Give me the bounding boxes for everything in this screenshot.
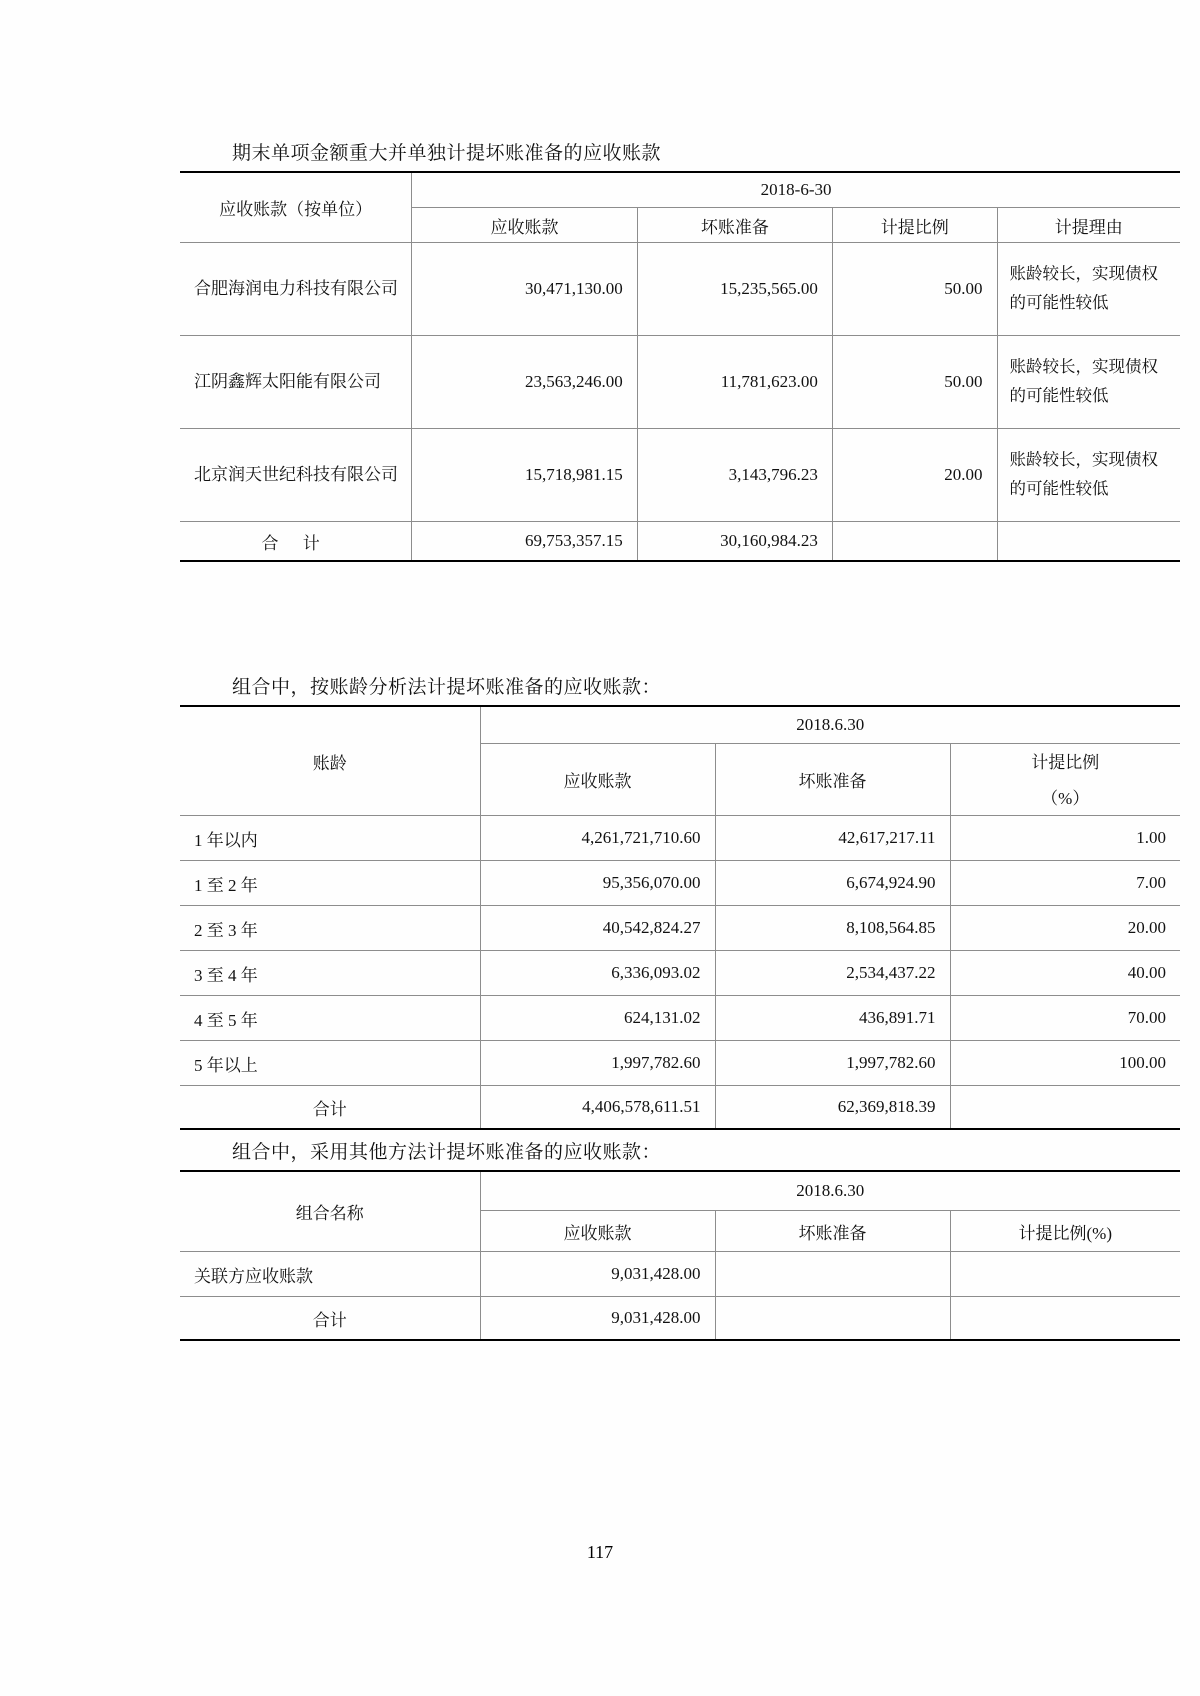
row-company-name: 合肥海润电力科技有限公司 [180,243,412,336]
total-provision: 30,160,984.23 [637,522,832,562]
page-number: 117 [586,1542,614,1562]
header-provision: 坏账准备 [715,1211,950,1252]
row-ratio: 40.00 [950,951,1180,996]
row-age: 1 至 2 年 [180,861,480,906]
row-receivable: 95,356,070.00 [480,861,715,906]
row-ratio [950,1252,1180,1297]
row-receivable: 40,542,824.27 [480,906,715,951]
row-provision: 15,235,565.00 [637,243,832,336]
header-date: 2018-6-30 [412,172,1180,208]
row-provision: 6,674,924.90 [715,861,950,906]
total-receivable: 9,031,428.00 [480,1297,715,1341]
section2-title: 组合中，按账龄分析法计提坏账准备的应收账款： [232,677,662,698]
row-reason: 账龄较长，实现债权的可能性较低 [997,243,1180,336]
table-header-row [180,1171,1180,1211]
row-receivable: 6,336,093.02 [480,951,715,996]
table-row [180,336,1180,429]
header-date: 2018.6.30 [480,706,1180,744]
row-receivable: 30,471,130.00 [412,243,638,336]
section-other-method [180,1137,1180,1341]
table-row [180,906,1180,951]
row-reason: 账龄较长，实现债权的可能性较低 [997,429,1180,522]
table-total-row [180,522,1180,562]
row-group-name: 关联方应收账款 [180,1252,480,1297]
section-aging-analysis [180,672,1180,1130]
row-age: 5 年以上 [180,1041,480,1086]
table-row [180,996,1180,1041]
table-other-method [180,1170,1180,1341]
row-ratio: 100.00 [950,1041,1180,1086]
total-receivable: 4,406,578,611.51 [480,1086,715,1130]
section-significant-receivables [180,138,1180,562]
table-total-row [180,1086,1180,1130]
row-provision: 8,108,564.85 [715,906,950,951]
table-row [180,951,1180,996]
total-ratio [950,1297,1180,1341]
table-row [180,1252,1180,1297]
table-total-row [180,1297,1180,1341]
row-company-name: 江阴鑫辉太阳能有限公司 [180,336,412,429]
header-receivable: 应收账款 [480,1211,715,1252]
table-header-row [180,172,1180,208]
section1-title: 期末单项金额重大并单独计提坏账准备的应收账款 [232,143,662,164]
row-receivable: 624,131.02 [480,996,715,1041]
row-provision: 2,534,437.22 [715,951,950,996]
header-ratio: 计提比例(%) [950,1211,1180,1252]
table-significant-receivables [180,171,1180,562]
row-provision: 1,997,782.60 [715,1041,950,1086]
row-age: 2 至 3 年 [180,906,480,951]
row-receivable: 4,261,721,710.60 [480,816,715,861]
header-unit: 应收账款（按单位） [219,200,373,219]
header-ratio: 计提比例 [950,744,1180,778]
row-ratio: 20.00 [832,429,997,522]
table-aging-analysis [180,705,1180,1130]
row-provision: 436,891.71 [715,996,950,1041]
row-provision: 11,781,623.00 [637,336,832,429]
row-receivable: 1,997,782.60 [480,1041,715,1086]
row-provision: 3,143,796.23 [637,429,832,522]
header-ratio-unit: （%） [950,777,1180,816]
row-provision [715,1252,950,1297]
row-ratio: 20.00 [950,906,1180,951]
row-company-name: 北京润天世纪科技有限公司 [180,429,412,522]
header-provision: 坏账准备 [637,208,832,243]
row-age: 3 至 4 年 [180,951,480,996]
table-row [180,861,1180,906]
table-row [180,1041,1180,1086]
table-header-row [180,706,1180,744]
row-ratio: 50.00 [832,336,997,429]
row-ratio: 7.00 [950,861,1180,906]
row-reason: 账龄较长，实现债权的可能性较低 [997,336,1180,429]
total-ratio [832,522,997,562]
total-label: 合 计 [180,522,412,562]
table-row [180,429,1180,522]
row-receivable: 15,718,981.15 [412,429,638,522]
row-ratio: 70.00 [950,996,1180,1041]
row-ratio: 50.00 [832,243,997,336]
total-provision: 62,369,818.39 [715,1086,950,1130]
row-provision: 42,617,217.11 [715,816,950,861]
header-group-name: 组合名称 [295,1204,364,1223]
table-row [180,816,1180,861]
row-receivable: 9,031,428.00 [480,1252,715,1297]
row-age: 1 年以内 [180,816,480,861]
total-label: 合计 [180,1297,480,1341]
section3-title: 组合中，采用其他方法计提坏账准备的应收账款： [232,1142,662,1163]
total-reason [997,522,1180,562]
header-receivable: 应收账款 [412,208,638,243]
row-age: 4 至 5 年 [180,996,480,1041]
total-provision [715,1297,950,1341]
header-date: 2018.6.30 [480,1171,1180,1211]
header-age: 账龄 [312,753,347,773]
table-row [180,243,1180,336]
header-provision: 坏账准备 [715,744,950,816]
header-reason: 计提理由 [997,208,1180,243]
row-ratio: 1.00 [950,816,1180,861]
total-label: 合计 [180,1086,480,1130]
header-receivable: 应收账款 [480,744,715,816]
row-receivable: 23,563,246.00 [412,336,638,429]
total-receivable: 69,753,357.15 [412,522,638,562]
header-ratio: 计提比例 [832,208,997,243]
total-ratio [950,1086,1180,1130]
